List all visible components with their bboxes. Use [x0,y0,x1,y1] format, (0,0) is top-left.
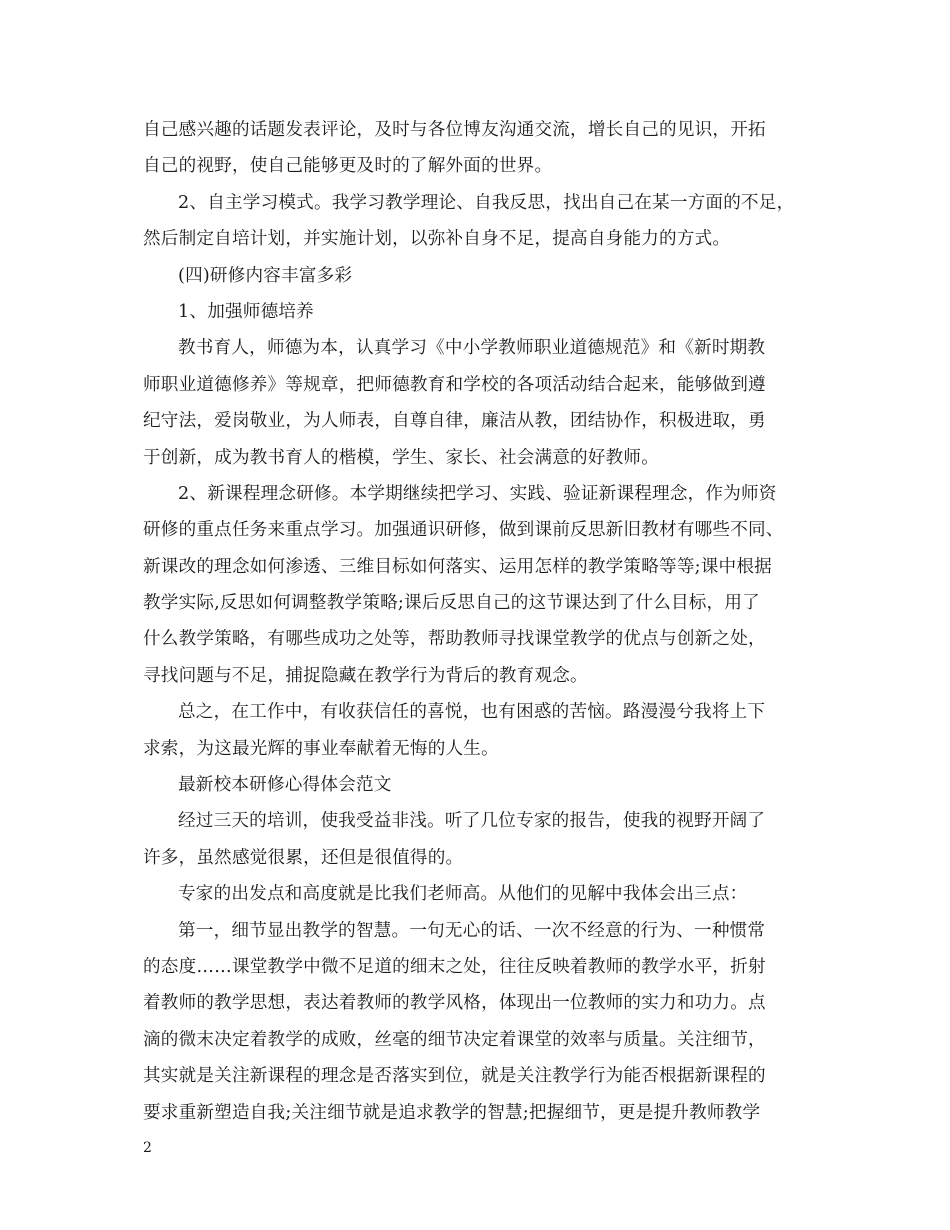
text-line: 自己的视野，使自己能够更及时的了解外面的世界。 [143,156,553,177]
text-line: 经过三天的培训，使我受益非浅。听了几位专家的报告，使我的视野开阔了 [178,811,766,832]
article-title: 最新校本研修心得体会范文 [178,775,392,796]
text-line: 着教师的教学思想，表达着教师的教学风格，体现出一位教师的实力和功力。点 [143,993,766,1014]
text-line: 自己感兴趣的话题发表评论，及时与各位博友沟通交流，增长自己的见识，开拓 [143,120,766,140]
text-line: 新课改的理念如何渗透、三维目标如何落实、运用怎样的教学策略等等;课中根据 [143,556,772,577]
document-body [143,112,823,1131]
page-number: 2 [143,1140,152,1156]
text-line: 许多，虽然感觉很累，还但是很值得的。 [143,847,464,868]
text-line: 2、新课程理念研修。本学期继续把学习、实践、验证新课程理念，作为师资 [178,483,777,504]
text-line: 2、自主学习模式。我学习教学理论、自我反思，找出自己在某一方面的不足， [178,192,795,213]
text-line: 专家的出发点和高度就是比我们老师高。从他们的见解中我体会出三点： [178,884,748,905]
text-line: 滴的微末决定着教学的成败，丝毫的细节决定着课堂的效率与质量。关注细节， [143,1029,766,1050]
text-line: 什么教学策略，有哪些成功之处等，帮助教师寻找课堂教学的优点与创新之处， [143,629,766,650]
text-line: 教书育人，师德为本，认真学习《中小学教师职业道德规范》和《新时期教 [178,338,766,359]
text-line: 教学实际,反思如何调整教学策略;课后反思自己的这节课达到了什么目标，用了 [143,593,760,614]
text-line: 纪守法，爱岗敬业，为人师表，自尊自律，廉洁从教，团结协作，积极进取，勇 [143,411,766,432]
text-line: 师职业道德修养》等规章，把师德教育和学校的各项活动结合起来，能够做到遵 [143,374,766,395]
text-line: 寻找问题与不足，捕捉隐藏在教学行为背后的教育观念。 [143,665,588,686]
text-line: 求索，为这最光辉的事业奉献着无悔的人生。 [143,738,499,759]
section-heading: (四)研修内容丰富多彩 [178,265,353,286]
text-line: 第一，细节显出教学的智慧。一句无心的话、一次不经意的行为、一种惯常 [178,920,766,941]
text-line: 于创新，成为教书育人的楷模，学生、家长、社会满意的好教师。 [143,447,660,468]
text-line: 要求重新塑造自我;关注细节就是追求教学的智慧;把握细节，更是提升教师教学 [143,1102,761,1123]
text-line: 的态度……课堂教学中微不足道的细末之处，往往反映着教师的教学水平，折射 [143,956,766,977]
text-line: 其实就是关注新课程的理念是否落实到位，就是关注教学行为能否根据新课程的 [143,1066,766,1087]
text-line: 研修的重点任务来重点学习。加强通识研修，做到课前反思新旧教材有哪些不同、 [143,520,784,541]
text-line: 总之，在工作中，有收获信任的喜悦，也有困惑的苦恼。路漫漫兮我将上下 [178,702,766,723]
subsection-heading: 1、加强师德培养 [178,301,314,322]
text-line: 然后制定自培计划，并实施计划，以弥补自身不足，提高自身能力的方式。 [143,229,731,250]
